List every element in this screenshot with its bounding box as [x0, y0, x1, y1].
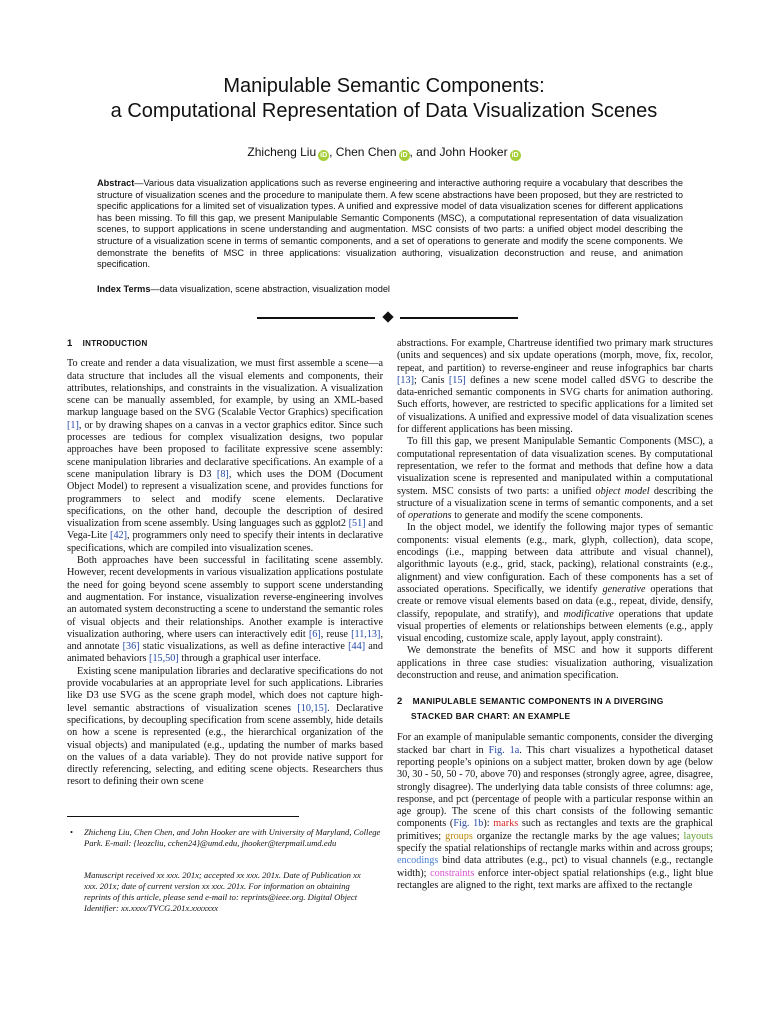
- footnote-rule: [67, 816, 299, 817]
- section-heading: [397, 694, 713, 724]
- orcid-icon[interactable]: iD: [511, 152, 519, 159]
- index-terms-text: —data visualization, scene abstraction, visualization model: [150, 284, 390, 294]
- orcid-icon[interactable]: iD: [320, 152, 328, 159]
- citation-link[interactable]: [15,50]: [149, 653, 179, 665]
- title-line-1: Manipulable Semantic Components:: [223, 75, 545, 97]
- paragraph: In the object model, we identify the following major types of semantic components: visual elements (e.g., mark, glyph, collection), data scope, encodings (i.e., mapping between data attribute and visual channel), algorithmic layouts (e.g., grid, stack, packing), relational constraints (e.g., alignment) and view configuration. Each of these components has a set of associated operations. Specifically, we identify generative operations that create or remove visual elements based on data (e.g., repeat, divide, densify, classify, repopulate, and stratify), and modificative operations that update visual properties of elements or relationships between elements (e.g., apply visual encoding, customize scale, apply layout, apply constraint).: [397, 522, 714, 645]
- section-heading: [67, 338, 383, 350]
- author-name: Zhicheng Liu: [247, 145, 317, 159]
- footnote-affiliation: [67, 827, 383, 849]
- paper-title: [0, 74, 768, 124]
- section-title: MANIPULABLE SEMANTIC COMPONENTS IN A DIVERGING: [412, 696, 664, 707]
- author-list: [0, 145, 768, 161]
- citation-link[interactable]: [10,15]: [297, 702, 328, 714]
- author-separator: ,: [329, 145, 336, 159]
- term-layouts: layouts: [683, 830, 713, 842]
- paragraph: To create and render a data visualization, we must first assemble a scene—a data structure that includes all the visual elements and components, their attributes, relationships, and constraints in the visualization. A visualization scene can be manually assembled, for example, by using an XML-based markup language based on the SVG (Scalable Vector Graphics) specification [1], or by drawing shapes on a canvas in a vector graphics editor. Since such processes are tedious for complex visualization designs, two popular approaches have been proposed to facilitate expressive scene assembly: scene manipulation libraries and declarative specifications. An example of a scene manipulation library is D3 [8], which uses the DOM (Document Object Model) to represent a visualization scene, and provides functions for programmers to select and modify scene elements. Declarative specifications, on the other hand, decouple the description of desired visualization from scene assembly. Using languages such as ggplot2 [51] and Vega-Lite [42], programmers only need to specify their intents in declarative specifications, which are compiled into visualization scenes.: [67, 358, 383, 554]
- separator-diamond-icon: [382, 311, 393, 322]
- section-number: 1: [67, 338, 73, 349]
- figure-link[interactable]: Fig. 1b: [453, 818, 484, 830]
- citation-link[interactable]: [11,13]: [351, 628, 381, 640]
- footnote-text: Zhicheng Liu, Chen Chen, and John Hooker are with University of Maryland, College Park. E-mail: {leozcliu, cchen24}@umd.edu, jhooker@terpmail.umd.edu: [84, 827, 381, 848]
- author-separator: , and: [409, 145, 440, 159]
- term-groups: groups: [445, 830, 473, 842]
- citation-link[interactable]: [36]: [122, 641, 140, 653]
- footnote-manuscript: Manuscript received xx xxx. 201x; accepted xx xxx. 201x. Date of Publication xx xxx. 201x; date of current version xx xxx. 201x. For information on obtaining reprints of this article, please send e-mail to: reprints@ieee.org. Digital Object Identifier: xx.xxxx/TVCG.201x.xxxxxxx: [84, 870, 361, 913]
- citation-link[interactable]: [42]: [110, 530, 128, 542]
- citation-link[interactable]: [13]: [397, 374, 414, 386]
- section-number: 2: [397, 696, 403, 708]
- term-constraints: constraints: [430, 867, 475, 879]
- paragraph: abstractions. For example, Chartreuse identified two primary mark structures (units and sequences) and six update operations (morph, move, fix, recolor, repeat, and partition) to reverse-engineer and reuse infographics bar charts [13]; Canis [15] defines a new scene model called dSVG to describe the data-enriched semantic components in SVG charts for animation authoring. Such efforts, however, are restricted to specific applications for a limited set of visualizations. A unified and expressive model of data visualization scenes for different applications has been missing.: [397, 338, 713, 436]
- bullet-icon: •: [70, 827, 74, 837]
- citation-link[interactable]: [15]: [448, 374, 466, 386]
- title-line-2: a Computational Representation of Data Visualization Scenes: [110, 100, 658, 122]
- citation-link[interactable]: [1]: [67, 419, 79, 431]
- citation-link[interactable]: [51]: [348, 518, 366, 530]
- paragraph: For an example of manipulable semantic components, consider the diverging stacked bar chart in Fig. 1a. This chart visualizes a hypothetical dataset reporting people’s opinions on a subject matter, broken down by age (below 30, 30 - 50, 50 - 70, above 70) and responses (strongly agree, agree, disagree, strongly disagree). The underlying data table consists of three columns: age, response, and pct (percentage of people with a particular response within an age group). The scene of this chart consists of the following semantic components (Fig. 1b): marks such as rectangles and texts are the graphical primitives; groups organize the rectangle marks by the age values; layouts specify the spatial relationships of rectangle marks within and across groups; encodings bind data attributes (e.g., pct) to visual channels (e.g., rectangle width); constraints enforce inter-object spatial relationships (e.g., light blue rectangles are aligned to the right, text marks are affixed to the rectangle: [397, 732, 714, 891]
- right-column: [397, 338, 713, 892]
- left-column: [67, 338, 383, 789]
- term-encodings: encodings: [397, 855, 439, 867]
- separator-rule-left: [257, 317, 375, 319]
- abstract-label: Abstract: [97, 178, 135, 188]
- orcid-icon[interactable]: iD: [400, 152, 408, 159]
- section-title: INTRODUCTION: [82, 339, 148, 348]
- section-title-continued: STACKED BAR CHART: AN EXAMPLE: [411, 711, 571, 722]
- abstract: [97, 178, 683, 271]
- index-terms-label: Index Terms: [97, 284, 151, 294]
- citation-link[interactable]: [8]: [216, 468, 229, 480]
- figure-link[interactable]: Fig. 1a: [488, 744, 520, 756]
- paragraph: Existing scene manipulation libraries and declarative specifications do not provide vocabularies at an appropriate level for such applications. Libraries like D3 use SVG as the scene graph model, which does not capture high-level semantic abstractions of visualization scenes [10,15]. Declarative specifications, by decoupling specification from scene assembly, hide details on how a scene is represented (e.g., the hierarchical organization of the visual objects) and manipulated (e.g., updating the number of marks based on the values of a data variable). They do not provide native support for directly referencing, selecting, and editing scene objects. Researchers thus resort to defining their own scene: [67, 665, 383, 788]
- paragraph: To fill this gap, we present Manipulable Semantic Components (MSC), a computational representation of data visualization scenes. By computational representation, we refer to the format and methods that define how a data visualization scene is represented and manipulated within a computational system. MSC consists of two parts: a unified object model describing the structure of a visualization scene in terms of semantic components, and a set of operations to generate and modify the scene components.: [397, 436, 713, 522]
- author-name: John Hooker: [439, 145, 508, 159]
- citation-link[interactable]: [44]: [348, 641, 366, 653]
- index-terms: [97, 284, 683, 294]
- paragraph: Both approaches have been successful in facilitating scene assembly. However, recent developments in various visualization applications postulate the need for going beyond scene assembly to support scene understanding and augmentation. For instance, visualization reverse-engineering involves an automated system deconstructing a scene to understand the semantic roles of visual objects and their relationships. Another example is interactive visualization authoring, where users can interactively edit [6], reuse [11,13], and annotate [36] static visualizations, as well as define interactive [44] and animated behaviors [15,50] through a graphical user interface.: [67, 555, 383, 665]
- citation-link[interactable]: [6]: [308, 628, 321, 640]
- paragraph: We demonstrate the benefits of MSC and how it supports different applications in three case studies: visualization authoring, visualization deconstruction and reuse, and animation specification.: [397, 645, 713, 682]
- term-marks: marks: [493, 818, 519, 830]
- author-name: Chen Chen: [335, 145, 397, 159]
- abstract-text: —Various data visualization applications such as reverse engineering and interactive authoring require a vocabulary that describes the structure of visualization scenes and the procedure to manipulate them. A few scene abstractions have been proposed, but they are restricted to specific applications for a limited set of visualization types. A unified and expressive model of data visualization scenes for different applications has been missing. To fill this gap, we present Manipulable Semantic Components (MSC), a computational representation of data visualization scenes, to support applications in scene understanding and augmentation. MSC consists of two parts: a unified object model describing the structure of a visualization scene in terms of semantic components, and a set of operations to generate and modify the scene components. We demonstrate the benefits of MSC in three applications: visualization authoring, visualization deconstruction and reuse, and animation specification.: [97, 178, 683, 270]
- separator-rule-right: [400, 317, 518, 319]
